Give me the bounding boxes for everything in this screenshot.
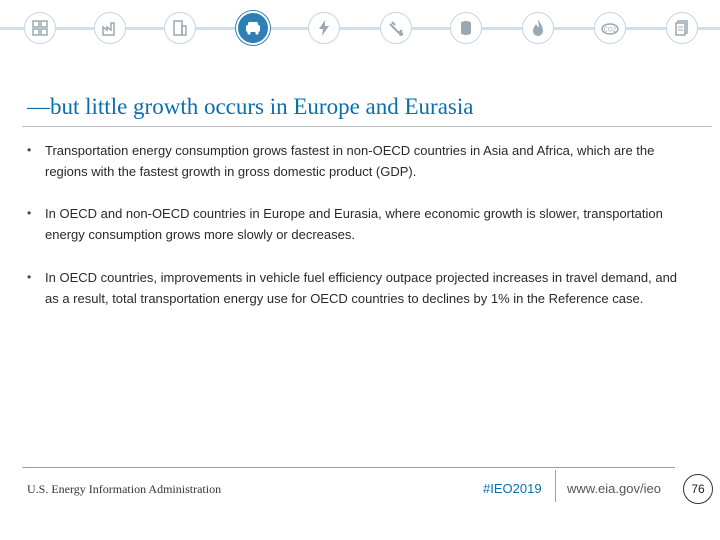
slide-title: —but little growth occurs in Europe and Eurasia bbox=[27, 94, 474, 119]
bullet-marker: • bbox=[27, 270, 32, 284]
documents-icon[interactable] bbox=[666, 12, 698, 44]
bullet-item bbox=[27, 203, 687, 245]
co2-icon[interactable] bbox=[594, 12, 626, 44]
footer-url-link[interactable]: www.eia.gov/ieo bbox=[567, 481, 661, 496]
transportation-icon[interactable] bbox=[236, 11, 270, 45]
petroleum-icon[interactable] bbox=[380, 12, 412, 44]
bullet-marker: • bbox=[27, 143, 32, 157]
bullet-text: Transportation energy consumption grows fastest in non-OECD countries in Asia and Africa, which are the regions with the fastest growth in gross domestic product (GDP). bbox=[45, 143, 655, 179]
page-number-badge: 76 bbox=[683, 474, 713, 504]
bullet-item bbox=[27, 267, 687, 309]
overview-icon[interactable] bbox=[24, 12, 56, 44]
electricity-icon[interactable] bbox=[308, 12, 340, 44]
bullet-item bbox=[27, 140, 687, 182]
svg-text:CO2: CO2 bbox=[603, 26, 617, 34]
bullet-marker: • bbox=[27, 206, 32, 220]
industrial-icon[interactable] bbox=[94, 12, 126, 44]
footer-hashtag[interactable]: #IEO2019 bbox=[483, 481, 542, 496]
natural-gas-icon[interactable] bbox=[450, 12, 482, 44]
bullet-text: In OECD and non-OECD countries in Europe and Eurasia, where economic growth is slower, transportation energy consumption grows more slowly or decreases. bbox=[45, 206, 663, 242]
footer-divider bbox=[22, 467, 675, 468]
buildings-icon[interactable] bbox=[164, 12, 196, 44]
footer-separator bbox=[555, 470, 556, 502]
bullet-list bbox=[27, 140, 687, 309]
title-divider bbox=[22, 126, 712, 127]
coal-icon[interactable] bbox=[522, 12, 554, 44]
footer-agency-name: U.S. Energy Information Administration bbox=[27, 482, 222, 496]
bullet-text: In OECD countries, improvements in vehicle fuel efficiency outpace projected increases in travel demand, and as a result, total transportation energy use for OECD countries to declines by 1% in the Reference case. bbox=[45, 270, 678, 306]
